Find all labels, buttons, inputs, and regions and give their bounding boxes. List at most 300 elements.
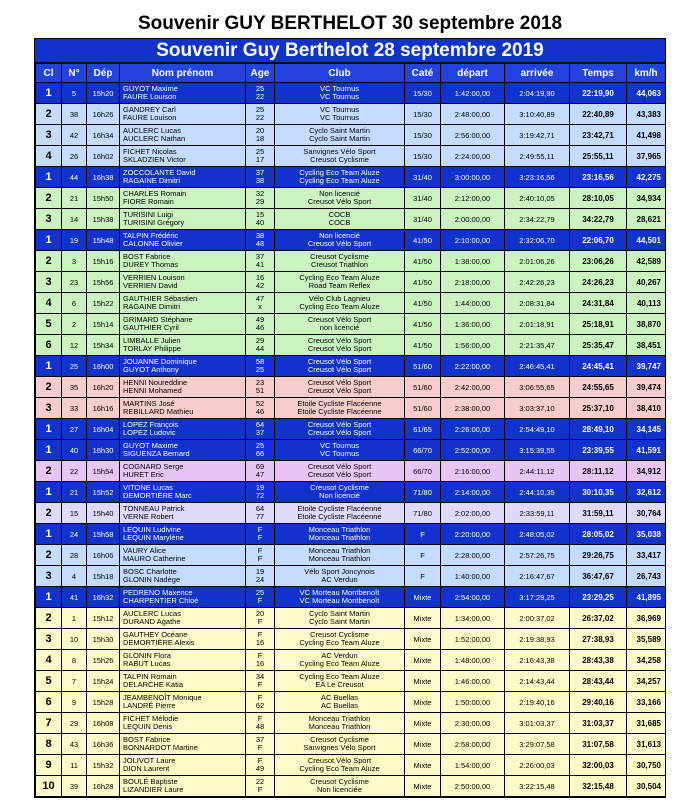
age-line: x [258,302,262,311]
finish-time-cell: 2:21:35,47 [505,335,570,356]
ages-cell [246,356,275,377]
age-line: 25 [255,146,265,156]
name-line: RAGAINE Dimitri [123,176,181,185]
club-line: Sanvignes Vélo Sport [303,743,376,752]
name-line: VERRIEN David [123,281,178,290]
bib-number-cell: 2 [62,314,87,335]
table-row [36,566,666,587]
age-line: 47 [255,293,265,303]
age-line: 66 [255,449,265,458]
club-line: Creusot Cyclisme [310,155,369,164]
category-cell: Mixte [405,776,441,797]
table-row [36,230,666,251]
name-line: BONNARDOT Martine [123,743,198,752]
rank-cell: 10 [36,776,62,797]
bib-number-cell: 21 [62,188,87,209]
age-line: 34 [255,671,265,681]
age-line: 64 [255,419,265,429]
age-line: F [257,524,263,534]
names-cell [120,755,246,776]
start-slot-cell: 15h26 [87,650,120,671]
ages-cell [246,629,275,650]
elapsed-time-cell: 23:42,71 [570,125,627,146]
names-cell [120,734,246,755]
age-line: 25 [255,83,265,93]
club-line: Etoile Cycliste Flacéenne [297,398,382,408]
speed-cell: 38,451 [627,335,666,356]
category-cell: 31/40 [405,167,441,188]
name-line: CHARPENTIER Chloé [123,596,199,605]
age-line: 19 [255,482,265,492]
name-line: TALPIN Romain [123,671,177,681]
table-row [36,398,666,419]
rank-cell: 3 [36,272,62,293]
table-row [36,713,666,734]
club-line: Cycling Eco Team Aluze [299,764,380,773]
start-time-cell: 2:24:00,00 [441,146,505,167]
name-line: AUCLERC Nathan [123,134,186,143]
names-cell [120,671,246,692]
club-line: VC Morteau Montbenoît [299,596,380,605]
table-row [36,524,666,545]
finish-time-cell: 2:54:49,10 [505,419,570,440]
club-line: Creusot Vélo Sport [307,356,372,366]
finish-time-cell: 2:16:43,38 [505,650,570,671]
club-line: Creusot Vélo Sport [307,377,372,387]
clubs-cell [275,209,405,230]
names-cell [120,146,246,167]
category-cell: 15/30 [405,104,441,125]
category-cell: Mixte [405,692,441,713]
start-time-cell: 1:42:00,00 [441,83,505,104]
category-cell: 51/60 [405,356,441,377]
ages-cell [246,146,275,167]
start-time-cell: 2:42:00,00 [441,377,505,398]
age-line: 22 [255,92,265,101]
elapsed-time-cell: 25:37,10 [570,398,627,419]
rank-cell: 4 [36,293,62,314]
name-line: LIZANDIER Laure [123,785,184,794]
name-line: FIORE Romain [123,197,174,206]
age-line: 62 [255,701,265,710]
names-cell [120,104,246,125]
header-row [36,64,666,83]
age-line: 22 [255,776,265,786]
clubs-cell [275,83,405,104]
start-time-cell: 2:02:00,00 [441,503,505,524]
names-cell [120,629,246,650]
name-line: TONNEAU Patrick [123,503,185,513]
name-line: FICHET Nicolas [123,146,177,156]
club-line: Cycling Eco Team Aluze [299,272,380,282]
table-row [36,146,666,167]
age-line: 37 [255,167,265,177]
elapsed-time-cell: 26:37,02 [570,608,627,629]
speed-cell: 33,166 [627,692,666,713]
clubs-cell [275,377,405,398]
rank-cell: 1 [36,419,62,440]
age-line: F [257,755,263,765]
header-finish: arrivée [505,64,570,83]
club-line: VC Tournus [319,113,360,122]
rank-cell: 1 [36,230,62,251]
finish-time-cell: 2:19:38,93 [505,629,570,650]
age-line: 46 [255,323,265,332]
bib-number-cell: 10 [62,629,87,650]
start-time-cell: 1:48:00,00 [441,650,505,671]
age-line: 42 [255,281,265,290]
club-line: EA Le Creusot [315,680,364,689]
start-time-cell: 1:34:00,00 [441,608,505,629]
table-row [36,188,666,209]
bib-number-cell: 41 [62,587,87,608]
finish-time-cell: 3:06:55,65 [505,377,570,398]
ages-cell [246,251,275,272]
table-row [36,293,666,314]
club-line: VC Morteau Montbenoît [299,587,380,597]
bib-number-cell: 28 [62,545,87,566]
speed-cell: 31,685 [627,713,666,734]
names-cell [120,608,246,629]
age-line: F [257,743,263,752]
rank-cell: 6 [36,692,62,713]
table-row [36,608,666,629]
table-row [36,125,666,146]
clubs-cell [275,230,405,251]
name-line: BOST Fabrice [123,251,171,261]
finish-time-cell: 2:44:11,12 [505,461,570,482]
speed-cell: 41,591 [627,440,666,461]
rank-cell: 1 [36,482,62,503]
category-cell: 41/50 [405,335,441,356]
ages-cell [246,209,275,230]
ages-cell [246,671,275,692]
club-line: Cycling Eco Team Aluze [299,167,380,177]
age-line: F [257,554,263,563]
ages-cell [246,776,275,797]
start-time-cell: 2:26:00,00 [441,419,505,440]
ages-cell [246,524,275,545]
finish-time-cell: 2:08:31,84 [505,293,570,314]
table-row [36,755,666,776]
start-slot-cell: 16h04 [87,419,120,440]
name-line: SKLADZIEN Victor [123,155,186,164]
table-row [36,545,666,566]
rank-cell: 2 [36,461,62,482]
ages-cell [246,419,275,440]
bib-number-cell: 33 [62,398,87,419]
start-time-cell: 2:54:00,00 [441,587,505,608]
club-line: Cycling Eco Team Aluze [299,671,380,681]
elapsed-time-cell: 25:55,11 [570,146,627,167]
age-line: 24 [255,575,265,584]
start-time-cell: 2:28:00,00 [441,545,505,566]
start-slot-cell: 15h54 [87,461,120,482]
bib-number-cell: 1 [62,608,87,629]
elapsed-time-cell: 24:26,23 [570,272,627,293]
age-line: F [257,713,263,723]
start-slot-cell: 16h08 [87,713,120,734]
elapsed-time-cell: 22:40,89 [570,104,627,125]
table-row [36,167,666,188]
table-row [36,629,666,650]
rank-cell: 3 [36,209,62,230]
header-name: Nom prénom [120,64,246,83]
club-line: Etoile Cycliste Flacéenne [297,512,382,521]
category-cell: 41/50 [405,230,441,251]
clubs-cell [275,650,405,671]
header-start: départ [441,64,505,83]
elapsed-time-cell: 28:43,44 [570,671,627,692]
name-line: ZOCCOLANTE David [123,167,196,177]
start-slot-cell: 16h28 [87,776,120,797]
rank-cell: 2 [36,545,62,566]
names-cell [120,692,246,713]
club-line: Creusot Vélo Sport [307,386,372,395]
bib-number-cell: 19 [62,230,87,251]
bib-number-cell: 38 [62,104,87,125]
table-row [36,503,666,524]
bib-number-cell: 3 [62,251,87,272]
club-line: VC Tournus [319,449,360,458]
club-line: Creusot Vélo Sport [307,428,372,437]
category-cell: 41/50 [405,272,441,293]
age-line: 37 [255,734,265,744]
table-row [36,419,666,440]
names-cell [120,440,246,461]
club-line: VC Tournus [319,83,360,93]
start-slot-cell: 15h48 [87,230,120,251]
name-line: GAUTHIER Cyril [123,323,179,332]
clubs-cell [275,524,405,545]
club-line: Vélo Club Lagnieu [308,293,371,303]
name-line: CALONNE Olivier [123,239,183,248]
age-line: 19 [255,566,265,576]
category-cell: 51/60 [405,398,441,419]
club-line: Cycling Eco Team Aluze [299,302,380,311]
speed-cell: 34,145 [627,419,666,440]
clubs-cell [275,146,405,167]
finish-time-cell: 2:44:10,35 [505,482,570,503]
age-line: 48 [255,239,265,248]
speed-cell: 44,063 [627,83,666,104]
age-line: F [257,680,263,689]
start-time-cell: 2:52:00,00 [441,440,505,461]
speed-cell: 37,965 [627,146,666,167]
names-cell [120,524,246,545]
name-line: SIGUENZA Bernard [123,449,190,458]
names-cell [120,503,246,524]
name-line: DEMORTIÈRE Marc [123,491,192,500]
start-slot-cell: 15h22 [87,293,120,314]
rank-cell: 6 [36,335,62,356]
elapsed-time-cell: 22:19,90 [570,83,627,104]
name-line: GUYOT Anthony [123,365,179,374]
ages-cell [246,104,275,125]
speed-cell: 33,417 [627,545,666,566]
category-cell: 41/50 [405,293,441,314]
name-line: VERNE Robert [123,512,174,521]
age-line: 64 [255,503,265,513]
clubs-cell [275,398,405,419]
header-speed: km/h [627,64,666,83]
table-row [36,335,666,356]
ages-cell [246,755,275,776]
age-line: F [257,650,263,660]
elapsed-time-cell: 23:39,55 [570,440,627,461]
names-cell [120,545,246,566]
start-slot-cell: 16h38 [87,167,120,188]
clubs-cell [275,314,405,335]
start-time-cell: 2:16:00,00 [441,461,505,482]
finish-time-cell: 2:16:47,67 [505,566,570,587]
table-row [36,377,666,398]
name-line: GRIMARD Stéphane [123,314,193,324]
start-slot-cell: 16h26 [87,104,120,125]
rank-cell: 1 [36,440,62,461]
clubs-cell [275,356,405,377]
finish-time-cell: 2:34:22,79 [505,209,570,230]
elapsed-time-cell: 24:31,84 [570,293,627,314]
ages-cell [246,272,275,293]
club-line: Non licencié [319,230,360,240]
age-line: 29 [255,197,265,206]
name-line: FAURE Louison [123,113,177,122]
start-time-cell: 1:38:00,00 [441,251,505,272]
name-line: LEQUIN Denis [123,722,173,731]
club-line: AC Verdun [321,650,358,660]
table-row [36,692,666,713]
name-line: JOUANNE Dominique [123,356,197,366]
clubs-cell [275,671,405,692]
clubs-cell [275,272,405,293]
clubs-cell [275,545,405,566]
club-line: Cyclo Saint Martin [309,608,370,618]
start-time-cell: 1:46:00,00 [441,671,505,692]
name-line: AUCLERC Lucas [123,608,181,618]
age-line: 16 [255,659,265,668]
rank-cell: 4 [36,146,62,167]
club-line: Cyclo Saint Martin [309,134,370,143]
finish-time-cell: 2:32:06,70 [505,230,570,251]
clubs-cell [275,713,405,734]
club-line: Cycling Eco Team Aluze [299,176,380,185]
bib-number-cell: 40 [62,440,87,461]
club-line: Creusot Cyclisme [310,734,369,744]
bib-number-cell: 35 [62,377,87,398]
clubs-cell [275,167,405,188]
finish-time-cell: 2:26:00,03 [505,755,570,776]
clubs-cell [275,104,405,125]
names-cell [120,566,246,587]
club-line: Creusot Vélo Sport [307,197,372,206]
elapsed-time-cell: 28:10,05 [570,188,627,209]
bib-number-cell: 4 [62,566,87,587]
clubs-cell [275,251,405,272]
elapsed-time-cell: 28:05,02 [570,524,627,545]
finish-time-cell: 3:01:03,37 [505,713,570,734]
start-slot-cell: 15h40 [87,503,120,524]
name-line: RAGAINE Dimitri [123,302,181,311]
start-time-cell: 1:44:00,00 [441,293,505,314]
speed-cell: 34,934 [627,188,666,209]
speed-cell: 38,870 [627,314,666,335]
finish-time-cell: 2:01:06,26 [505,251,570,272]
ages-cell [246,167,275,188]
name-line: LANDRÉ Pierre [123,701,176,710]
names-cell [120,251,246,272]
start-time-cell: 2:00:00,00 [441,209,505,230]
start-slot-cell: 15h12 [87,608,120,629]
ages-cell [246,503,275,524]
start-slot-cell: 15h18 [87,566,120,587]
start-time-cell: 2:18:00,00 [441,272,505,293]
names-cell [120,356,246,377]
results-sheet [34,38,666,798]
club-line: VC Tournus [319,92,360,101]
ages-cell [246,440,275,461]
speed-cell: 40,113 [627,293,666,314]
names-cell [120,587,246,608]
speed-cell: 34,912 [627,461,666,482]
event-banner: Souvenir Guy Berthelot 28 septembre 2019 [35,39,665,63]
speed-cell: 28,621 [627,209,666,230]
start-slot-cell: 15h24 [87,671,120,692]
clubs-cell [275,461,405,482]
age-line: 46 [255,407,265,416]
age-line: 77 [255,512,265,521]
bib-number-cell: 27 [62,419,87,440]
name-line: VAURY Alice [123,545,166,555]
finish-time-cell: 2:49:55,11 [505,146,570,167]
club-line: Etoile Cycliste Flacéenne [297,407,382,416]
bib-number-cell: 14 [62,209,87,230]
age-line: 22 [255,113,265,122]
elapsed-time-cell: 23:16,56 [570,167,627,188]
club-line: VC Tournus [319,104,360,114]
club-line: Creusot Vélo Sport [307,365,372,374]
ages-cell [246,293,275,314]
club-line: Creusot Cyclisme [310,629,369,639]
bib-number-cell: 15 [62,503,87,524]
name-line: BOULÉ Baptiste [123,776,178,786]
bib-number-cell: 39 [62,776,87,797]
speed-cell: 30,504 [627,776,666,797]
start-slot-cell: 16h16 [87,398,120,419]
ages-cell [246,713,275,734]
ages-cell [246,587,275,608]
name-line: GAUTHEY Océane [123,629,188,639]
speed-cell: 35,038 [627,524,666,545]
speed-cell: 41,498 [627,125,666,146]
club-line: non licencié [319,323,360,332]
speed-cell: 34,257 [627,671,666,692]
club-line: Creusot Vélo Sport [307,755,372,765]
club-line: Monceau Triathlon [308,713,371,723]
name-line: TURISINI Grégory [123,218,185,227]
category-cell: Mixte [405,713,441,734]
clubs-cell [275,608,405,629]
elapsed-time-cell: 29:26,75 [570,545,627,566]
names-cell [120,272,246,293]
name-line: VITONE Lucas [123,482,173,492]
age-line: 58 [255,356,265,366]
name-line: JOLIVOT Laure [123,755,176,765]
speed-cell: 44,501 [627,230,666,251]
name-line: MAURO Catherine [123,554,186,563]
table-row [36,650,666,671]
bib-number-cell: 22 [62,461,87,482]
